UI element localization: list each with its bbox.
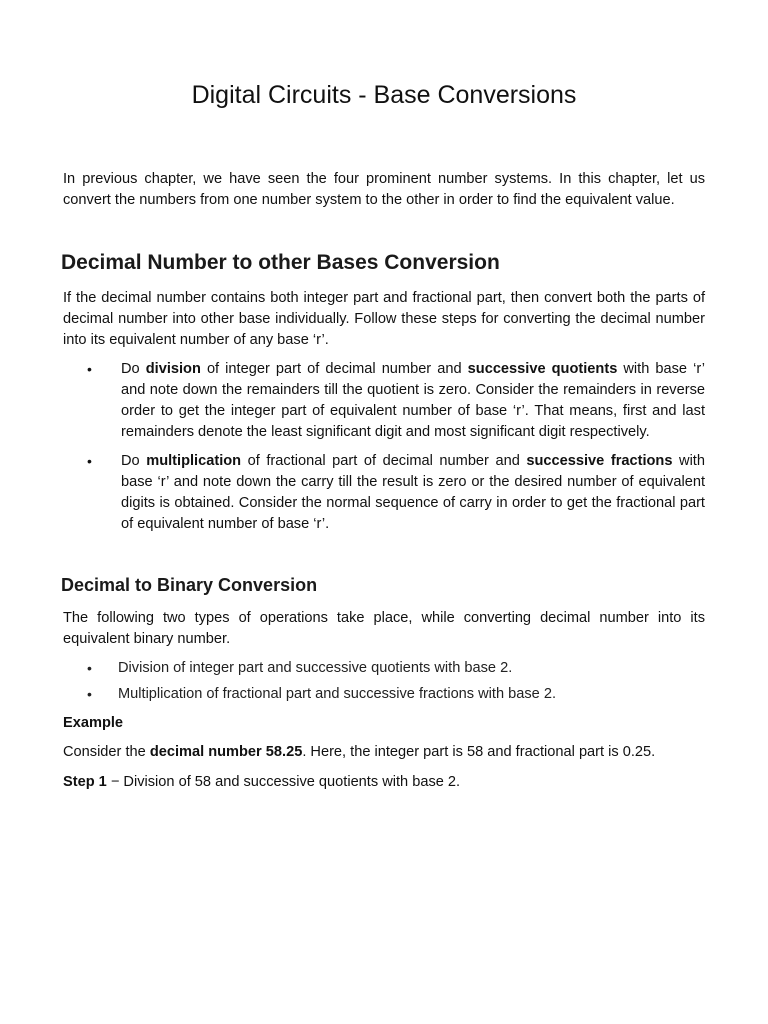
intro-paragraph: In previous chapter, we have seen the four prominent number systems. In this chapter, let us convert the numbers from one number system to the other in order to find the equivalent value. [63, 171, 705, 208]
bullet-icon: • [87, 660, 92, 676]
conversion-steps-list [84, 359, 705, 543]
section1-paragraph: If the decimal number contains both integer part and fractional part, then convert both the parts of decimal number into other base individually. Follow these steps for converting the decimal number into its equivalent number of any base ‘r’. [63, 290, 705, 348]
list-item: • Do multiplication of fractional part of decimal number and successive fractions with base ‘r’ and note down the carry till the result is zero or the desired number of equivalent digits is obtained. Consider the normal sequence of carry in order to get the fractional part of equivalent number of base ‘r’. [87, 453, 705, 532]
example-text: Consider the decimal number 58.25. Here, the integer part is 58 and fractional part is 0.25. [63, 744, 656, 760]
bullet-icon: • [87, 453, 92, 469]
section-heading-decimal-to-other-bases: Decimal Number to other Bases Conversion [61, 251, 500, 274]
section-heading-decimal-to-binary: Decimal to Binary Conversion [61, 575, 318, 595]
bullet-icon: • [87, 361, 92, 377]
example-label: Example [63, 715, 124, 731]
step-1-text: Step 1 − Division of 58 and successive quotients with base 2. [63, 774, 461, 790]
binary-operations-list [84, 658, 705, 710]
bullet-icon: • [87, 686, 92, 702]
section2-paragraph: The following two types of operations take place, while converting decimal number into its equivalent binary number. [63, 610, 705, 647]
list-item: • Division of integer part and successive quotients with base 2. [84, 658, 705, 679]
list-item: • Multiplication of fractional part and successive fractions with base 2. [84, 684, 705, 705]
page-title: Digital Circuits - Base Conversions [191, 81, 577, 109]
list-item: • Do division of integer part of decimal number and successive quotients with base ‘r’ and note down the remainders till the quotient is zero. Consider the remainders in reverse order to get the integer part of equivalent number of base ‘r’. That means, first and last remainders denote the least significant digit and most significant digit respectively. [87, 361, 706, 440]
